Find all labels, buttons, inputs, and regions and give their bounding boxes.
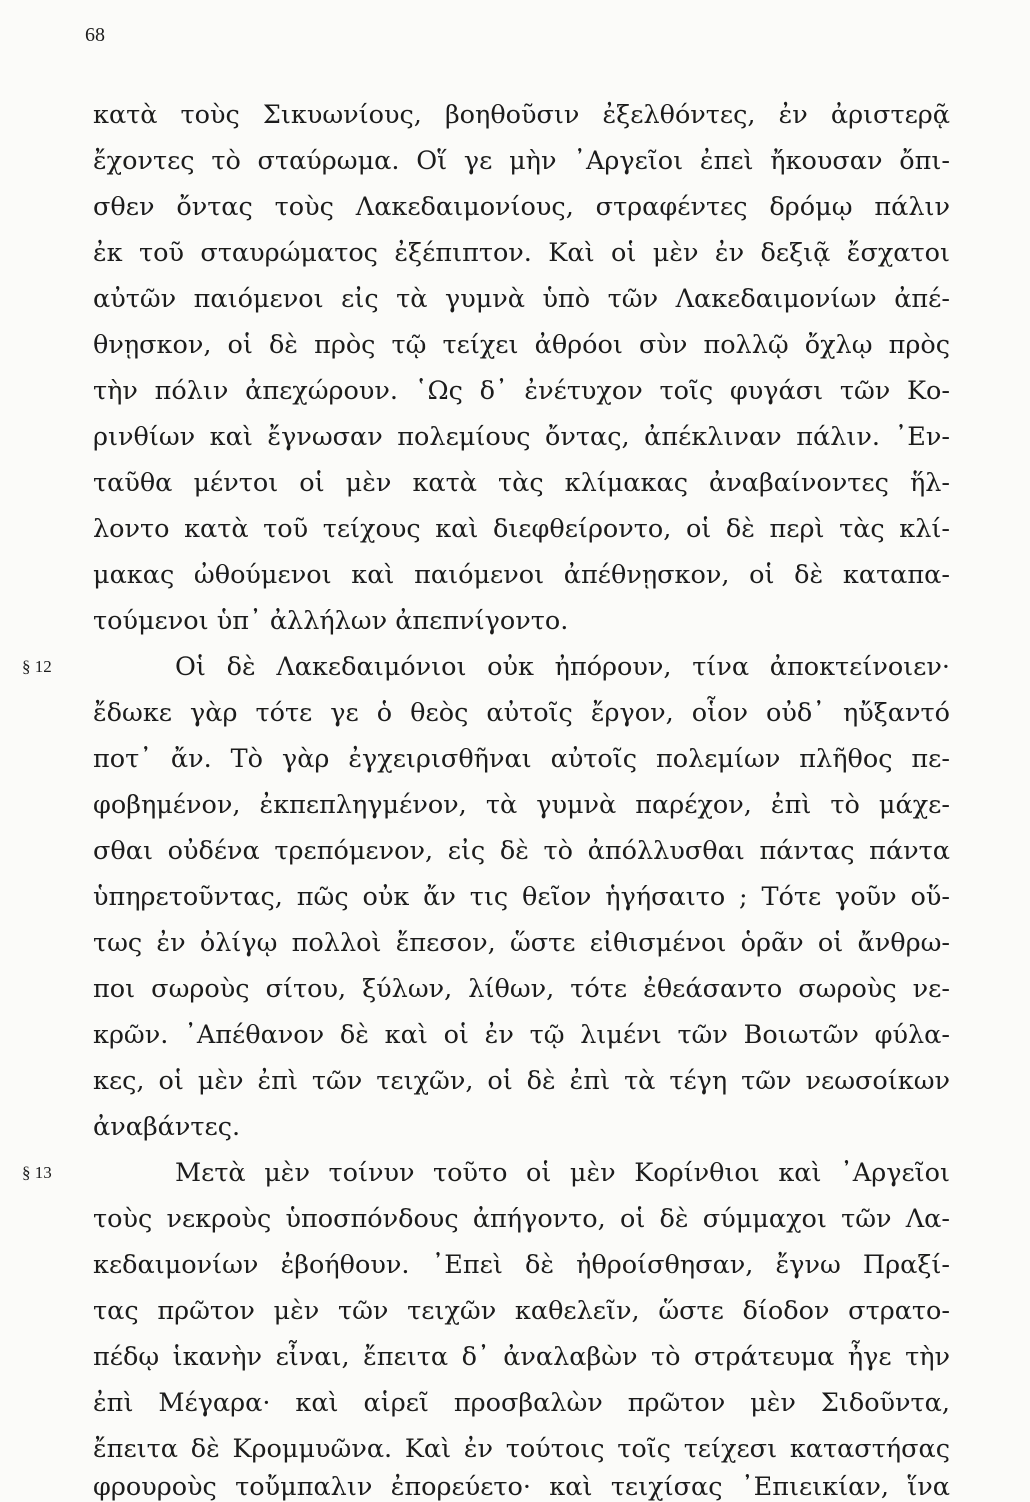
text-line: Οἱ δὲ Λακεδαιμόνιοι οὐκ ἠπόρουν, τίνα ἀποκτείνοιεν· (175, 652, 950, 682)
text-line: κρῶν. ᾿Απέθανον δὲ καὶ οἱ ἐν τῷ λιμένι τῶν Βοιωτῶν φύλα- (93, 1020, 950, 1050)
text-line: κεδαιμονίων ἐβοήθουν. ᾿Επεὶ δὲ ἠθροίσθησαν, ἔγνω Πραξί- (93, 1250, 950, 1280)
text-line: φρουροὺς τοὔμπαλιν ἐπορεύετο· καὶ τειχίσας ᾿Επιεικίαν, ἵνα (93, 1472, 950, 1502)
text-line: λοντο κατὰ τοῦ τείχους καὶ διεφθείροντο, οἱ δὲ περὶ τὰς κλί- (93, 514, 950, 544)
text-line: ἐκ τοῦ σταυρώματος ἐξέπιπτον. Καὶ οἱ μὲν ἐν δεξιᾷ ἔσχατοι (93, 238, 950, 268)
text-line: ἐπὶ Μέγαρα· καὶ αἱρεῖ προσβαλὼν πρῶτον μὲν Σιδοῦντα, (93, 1388, 950, 1418)
text-line: κατὰ τοὺς Σικυωνίους, βοηθοῦσιν ἐξελθόντες, ἐν ἀριστερᾷ (93, 100, 950, 130)
text-line: ποι σωροὺς σίτου, ξύλων, λίθων, τότε ἐθεάσαντο σωροὺς νε- (93, 974, 950, 1004)
text-line: θνῃσκον, οἱ δὲ πρὸς τῷ τείχει ἀθρόοι σὺν πολλῷ ὄχλῳ πρὸς (93, 330, 950, 360)
text-line: ταῦθα μέντοι οἱ μὲν κατὰ τὰς κλίμακας ἀναβαίνοντες ἥλ- (93, 468, 950, 498)
text-line: σθαι οὐδένα τρεπόμενον, εἰς δὲ τὸ ἀπόλλυσθαι πάντας πάντα (93, 836, 950, 866)
text-line: μακας ὠθούμενοι καὶ παιόμενοι ἀπέθνῃσκον, οἱ δὲ καταπα- (93, 560, 950, 590)
text-line: ἔδωκε γὰρ τότε γε ὁ θεὸς αὐτοῖς ἔργον, οἷον οὐδ᾿ ηὔξαντό (93, 698, 950, 728)
text-line: ποτ᾿ ἄν. Τὸ γὰρ ἐγχειρισθῆναι αὐτοῖς πολεμίων πλῆθος πε- (93, 744, 950, 774)
text-line: τοὺς νεκροὺς ὑποσπόνδους ἀπήγοντο, οἱ δὲ σύμμαχοι τῶν Λα- (93, 1204, 950, 1234)
text-line: κες, οἱ μὲν ἐπὶ τῶν τειχῶν, οἱ δὲ ἐπὶ τὰ τέγη τῶν νεωσοίκων (93, 1066, 950, 1096)
text-line: ὑπηρετοῦντας, πῶς οὐκ ἄν τις θεῖον ἡγήσαιτο ; Τότε γοῦν οὕ- (93, 882, 950, 912)
text-line: τας πρῶτον μὲν τῶν τειχῶν καθελεῖν, ὥστε δίοδον στρατο- (93, 1296, 950, 1326)
text-line: τως ἐν ὀλίγῳ πολλοὶ ἔπεσον, ὥστε εἰθισμένοι ὁρᾶν οἱ ἄνθρω- (93, 928, 950, 958)
text-line: πέδῳ ἱκανὴν εἶναι, ἔπειτα δ᾿ ἀναλαβὼν τὸ στράτευμα ἦγε τὴν (93, 1342, 950, 1372)
section-marker: § 12 (22, 657, 52, 676)
text-line: τὴν πόλιν ἀπεχώρουν. ῾Ως δ᾿ ἐνέτυχον τοῖς φυγάσι τῶν Κο- (93, 376, 950, 406)
text-line: σθεν ὄντας τοὺς Λακεδαιμονίους, στραφέντες δρόμῳ πάλιν (93, 192, 950, 222)
text-line: ἀναβάντες. (93, 1112, 241, 1142)
text-line: ρινθίων καὶ ἔγνωσαν πολεμίους ὄντας, ἀπέκλιναν πάλιν. ᾿Εν- (93, 422, 950, 452)
text-line: Μετὰ μὲν τοίνυν τοῦτο οἱ μὲν Κορίνθιοι καὶ ᾿Αργεῖοι (175, 1158, 950, 1188)
text-line: ἔπειτα δὲ Κρομμυῶνα. Καὶ ἐν τούτοις τοῖς τείχεσι καταστήσας (93, 1434, 950, 1464)
text-line: ἔχοντες τὸ σταύρωμα. Οἵ γε μὴν ᾿Αργεῖοι ἐπεὶ ἤκουσαν ὄπι- (93, 146, 950, 176)
section-marker: § 13 (22, 1163, 52, 1182)
text-line: αὐτῶν παιόμενοι εἰς τὰ γυμνὰ ὑπὸ τῶν Λακεδαιμονίων ἀπέ- (93, 284, 950, 314)
page-number: 68 (85, 24, 105, 46)
text-line: φοβημένον, ἐκπεπληγμένον, τὰ γυμνὰ παρέχον, ἐπὶ τὸ μάχε- (93, 790, 950, 820)
text-line: τούμενοι ὑπ᾿ ἀλλήλων ἀπεπνίγοντο. (93, 606, 569, 636)
